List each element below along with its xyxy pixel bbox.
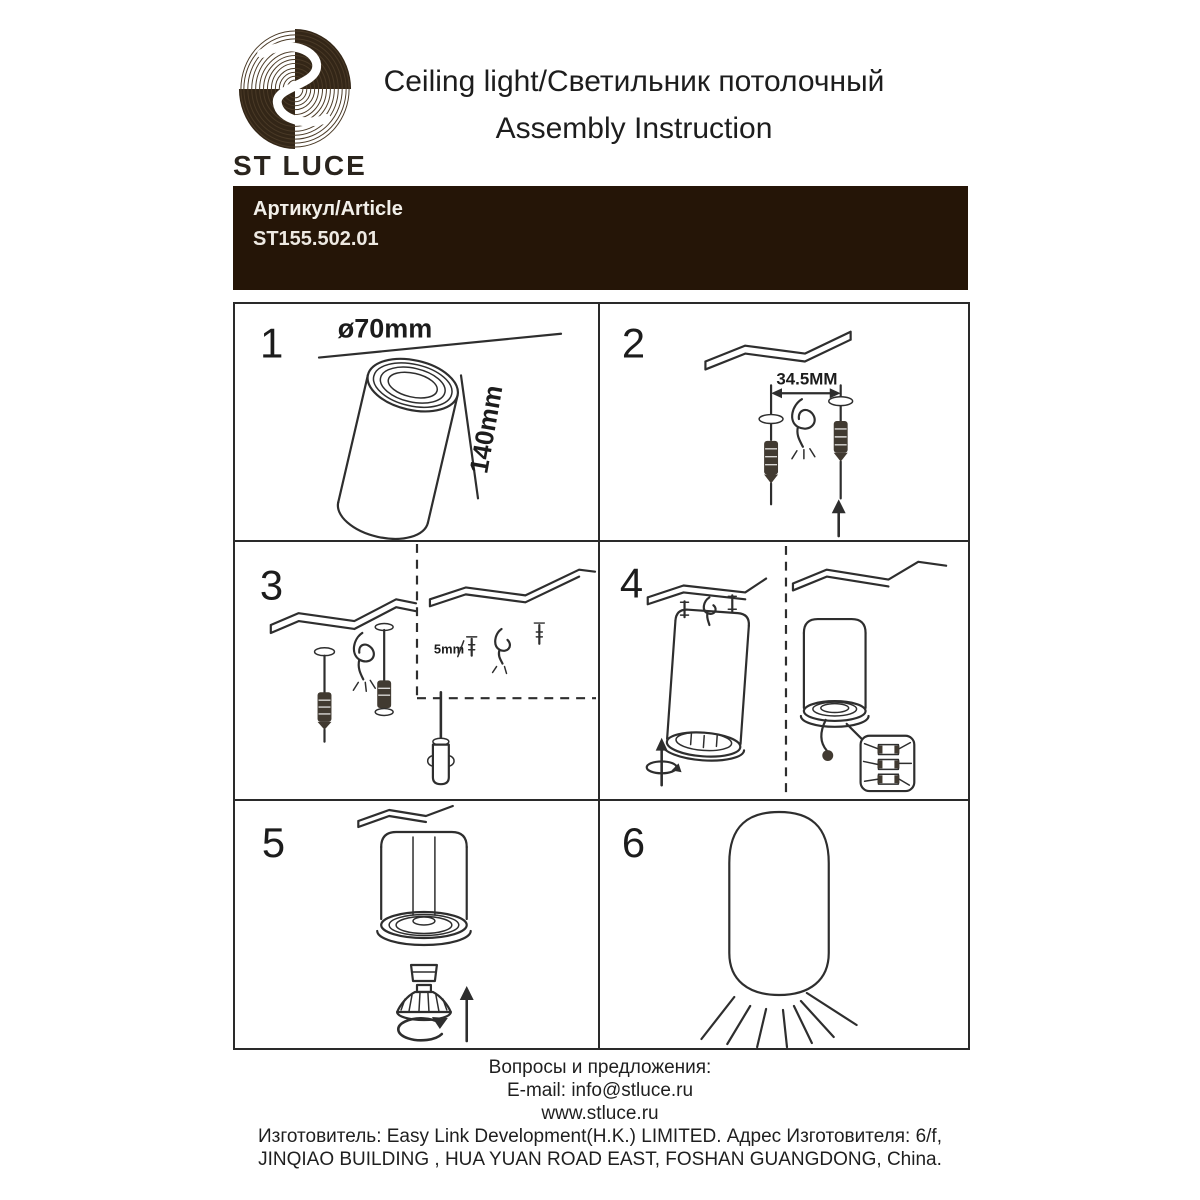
footer-manufacturer-line-1: Изготовитель: Easy Link Development(H.K.) LIMITED. Адрес Изготовителя: 6/f, bbox=[258, 1126, 942, 1147]
light-rays bbox=[701, 993, 856, 1047]
screw-size-label: 5mm bbox=[433, 641, 465, 657]
finished-lamp bbox=[729, 812, 828, 995]
step-number: 6 bbox=[621, 818, 646, 867]
step-6-diagram bbox=[600, 801, 968, 1048]
hole-distance-label: 34.5MM bbox=[776, 369, 838, 389]
screwdriver bbox=[428, 692, 454, 784]
wall-anchor-right bbox=[829, 397, 853, 499]
step-number: 2 bbox=[621, 319, 646, 367]
step-5-diagram bbox=[235, 801, 598, 1048]
footer-website: www.stluce.ru bbox=[541, 1103, 659, 1124]
title-line-2: Assembly Instruction bbox=[495, 112, 773, 145]
ceiling-line bbox=[705, 332, 850, 370]
step-1-panel bbox=[235, 304, 600, 542]
step-number: 3 bbox=[259, 561, 284, 609]
step-4-diagram bbox=[600, 542, 968, 799]
step-2-panel bbox=[600, 304, 968, 542]
wire-small-icon bbox=[493, 629, 510, 673]
height-label: 140mm bbox=[465, 383, 509, 476]
rotate-and-lift-arrow bbox=[647, 738, 682, 785]
wall-anchor-left bbox=[759, 415, 783, 505]
article-number: ST155.502.01 bbox=[253, 228, 379, 250]
step-number: 4 bbox=[619, 559, 644, 607]
screw-in-anchor bbox=[375, 624, 393, 716]
ceiling-line-right bbox=[793, 562, 946, 591]
mounted-lamp-body bbox=[377, 832, 470, 945]
inset-detail bbox=[430, 570, 595, 674]
step-number: 1 bbox=[260, 319, 284, 367]
footer bbox=[0, 1056, 1200, 1171]
anchor-with-pin bbox=[315, 648, 335, 742]
gu10-bulb bbox=[397, 985, 451, 1020]
lamp-cylinder bbox=[333, 351, 464, 540]
article-box bbox=[233, 186, 968, 290]
step-5-panel bbox=[235, 801, 600, 1048]
footer-manufacturer-line-2: JINQIAO BUILDING , HUA YUAN ROAD EAST, FOSHAN GUANGDONG, China. bbox=[258, 1149, 942, 1170]
mounting-wire bbox=[792, 399, 815, 458]
terminal-block-inset bbox=[847, 724, 915, 791]
assembly-steps-grid bbox=[233, 302, 970, 1050]
diameter-label: ø70mm bbox=[337, 313, 433, 344]
mounting-wire bbox=[353, 633, 375, 691]
up-arrow bbox=[832, 499, 846, 536]
step-4-panel bbox=[600, 542, 968, 801]
ceiling-line bbox=[358, 806, 452, 827]
article-label: Артикул/Article bbox=[253, 198, 403, 220]
inset-dashed-border bbox=[417, 544, 596, 698]
brand-wordmark: ST LUCE bbox=[233, 150, 367, 181]
footer-questions-line: Вопросы и предложения: bbox=[488, 1057, 712, 1078]
lamp-body-lifted bbox=[662, 609, 754, 764]
step-2-diagram bbox=[600, 304, 968, 540]
up-arrow bbox=[460, 986, 474, 1041]
page-title bbox=[334, 58, 934, 152]
lamp-socket bbox=[411, 965, 437, 981]
step-6-panel bbox=[600, 801, 968, 1048]
footer-email: E-mail: info@stluce.ru bbox=[506, 1080, 694, 1101]
step-1-diagram bbox=[235, 304, 598, 540]
step-3-panel bbox=[235, 542, 600, 801]
step-3-diagram bbox=[235, 542, 598, 799]
screw-small-icon bbox=[467, 637, 477, 656]
title-line-1: Ceiling light/Светильник потолочный bbox=[383, 65, 885, 98]
lamp-body-mounted bbox=[801, 619, 869, 727]
ceiling-line bbox=[271, 599, 416, 633]
step-number: 5 bbox=[261, 818, 286, 867]
screw-small-icon-2 bbox=[534, 623, 544, 644]
